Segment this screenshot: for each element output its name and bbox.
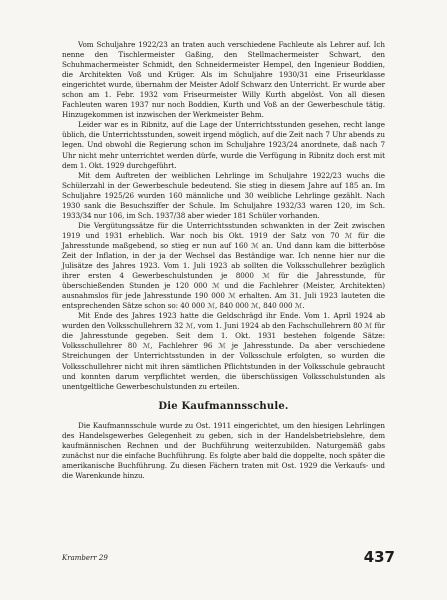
paragraph-2: Leider war es in Ribnitz, auf die Lage der Unterrichtsstunden gesehen, recht lange üblich, die Unterrichtsstunden, soweit irgend möglich, auf die Zeit nach 7 Uhr abends zu legen. Und obwohl die Regierung schon im Schuljahre 1923/24 anordnete, daß nach 7 Uhr nicht mehr unterrichtet werden dürfe, wurde die Verfügung in Ribnitz doch erst mit dem 1. Okt. 1929 durchgeführt. bbox=[62, 120, 385, 170]
page-number: 437 bbox=[363, 548, 395, 566]
footer-signature: Kramberr 29 bbox=[62, 554, 108, 562]
page-footer bbox=[62, 548, 395, 568]
paragraph-1: Vom Schuljahre 1922/23 an traten auch verschiedene Fachleute als Lehrer auf. Ich nenne den Tischlermeister Gaßing, den Stellmachermeister Schwart, den Schuhmachermeister Schmidt, den Schneidermeister Hempel, den Ingenieur Boddien, die Architekten Voß und Krüger. Als im Schuljahre 1930/31 eine Friseurklasse eingerichtet wurde, übernahm der Meister Adolf Schwarz den Unterricht. Er wurde aber schon am 1. Febr. 1932 vom Friseurmeister Willy Kurth abgelöst. Von all diesen Fachleuten waren 1937 nur noch Boddien, Kurth und Voß an der Gewerbeschule tätig. Hinzugekommen ist inzwischen der Werkmeister Behm. bbox=[62, 40, 385, 120]
paragraph-6: Die Kaufmannsschule wurde zu Ost. 1911 eingerichtet, um den hiesigen Lehrlingen des Handelsgewerbes Gelegenheit zu geben, sich in der Handelsbetriebslehre, dem kaufmännischen Rechnen und der Buchführung weiterzubilden. Naturgemäß gabs zunächst nur die einfache Buchführung. Es folgte aber bald die doppelte, noch später die amerikanische Buchführung. Zu diesen Fächern traten mit Ost. 1929 die Verkaufs- und die Warenkunde hinzu. bbox=[62, 420, 385, 480]
paragraph-4: Die Vergütungssätze für die Unterrichtsstunden schwankten in der Zeit zwischen 1919 und 1931 erheblich. War noch bis Okt. 1919 der Satz von 70 ℳ für die Jahresstunde maßgebend, so stieg er nun auf 160 ℳ an. Und dann kam die bitterböse Zeit der Inflation, in der ja der Wechsel das Beständige war. Ich nenne hier nur die Julisätze des Jahres 1923. Vom 1. Juli 1923 ab sollten die Volksschullehrer bezüglich ihrer ersten 4 Gewerbeschulstunden je 8000 ℳ für die Jahresstunde, für überschießenden Stunden je 120 000 ℳ und die Fachlehrer (Meister, Architekten) ausnahmslos für jede Jahresstunde 190 000 ℳ erhalten. Am 31. Juli 1923 lauteten die entsprechenden Sätze schon so: 40 000 ℳ, 840 000 ℳ, 840 000 ℳ. bbox=[62, 220, 385, 311]
paragraph-3: Mit dem Auftreten der weiblichen Lehrlinge im Schuljahre 1922/23 wuchs die Schülerzahl in der Gewerbeschule bedeutend. Sie stieg in diesem Jahre auf 185 an. Im Schuljahre 1925/26 wurden 160 männliche und 30 weibliche Lehrlinge gezählt. Nach 1930 sank die Besuchsziffer der Schule. Im Schuljahre 1932/33 waren 120, im Sch. 1933/34 nur 106, im Sch. 1937/38 aber wieder 181 Schüler vorhanden. bbox=[62, 170, 385, 220]
paragraph-5: Mit Ende des Jahres 1923 hatte die Geldschrägd ihr Ende. Vom 1. April 1924 ab wurden den Volksschullehrern 32 ℳ, vom 1. Juni 1924 ab den Fachschullehrern 80 ℳ für die Jahresstunde gegeben. Seit dem 1. Okt. 1931 bestehen folgende Sätze: Volksschullehrer 80 ℳ, Fachlehrer 96 ℳ je Jahresstunde. Da aber verschiedene Streichungen der Unterrichtsstunden in der Volksschule erfolgten, so wurden die Volksschullehrer nicht mit ihren sämtlichen Pflichtstunden in der Volksschule gebraucht und konnten darum verpflichtet werden, die überschüssigen Volksschulstunden als unentgeltliche Gewerbeschulstunden zu erteilen. bbox=[62, 311, 385, 391]
section-heading: Die Kaufmannsschule. bbox=[158, 400, 289, 412]
